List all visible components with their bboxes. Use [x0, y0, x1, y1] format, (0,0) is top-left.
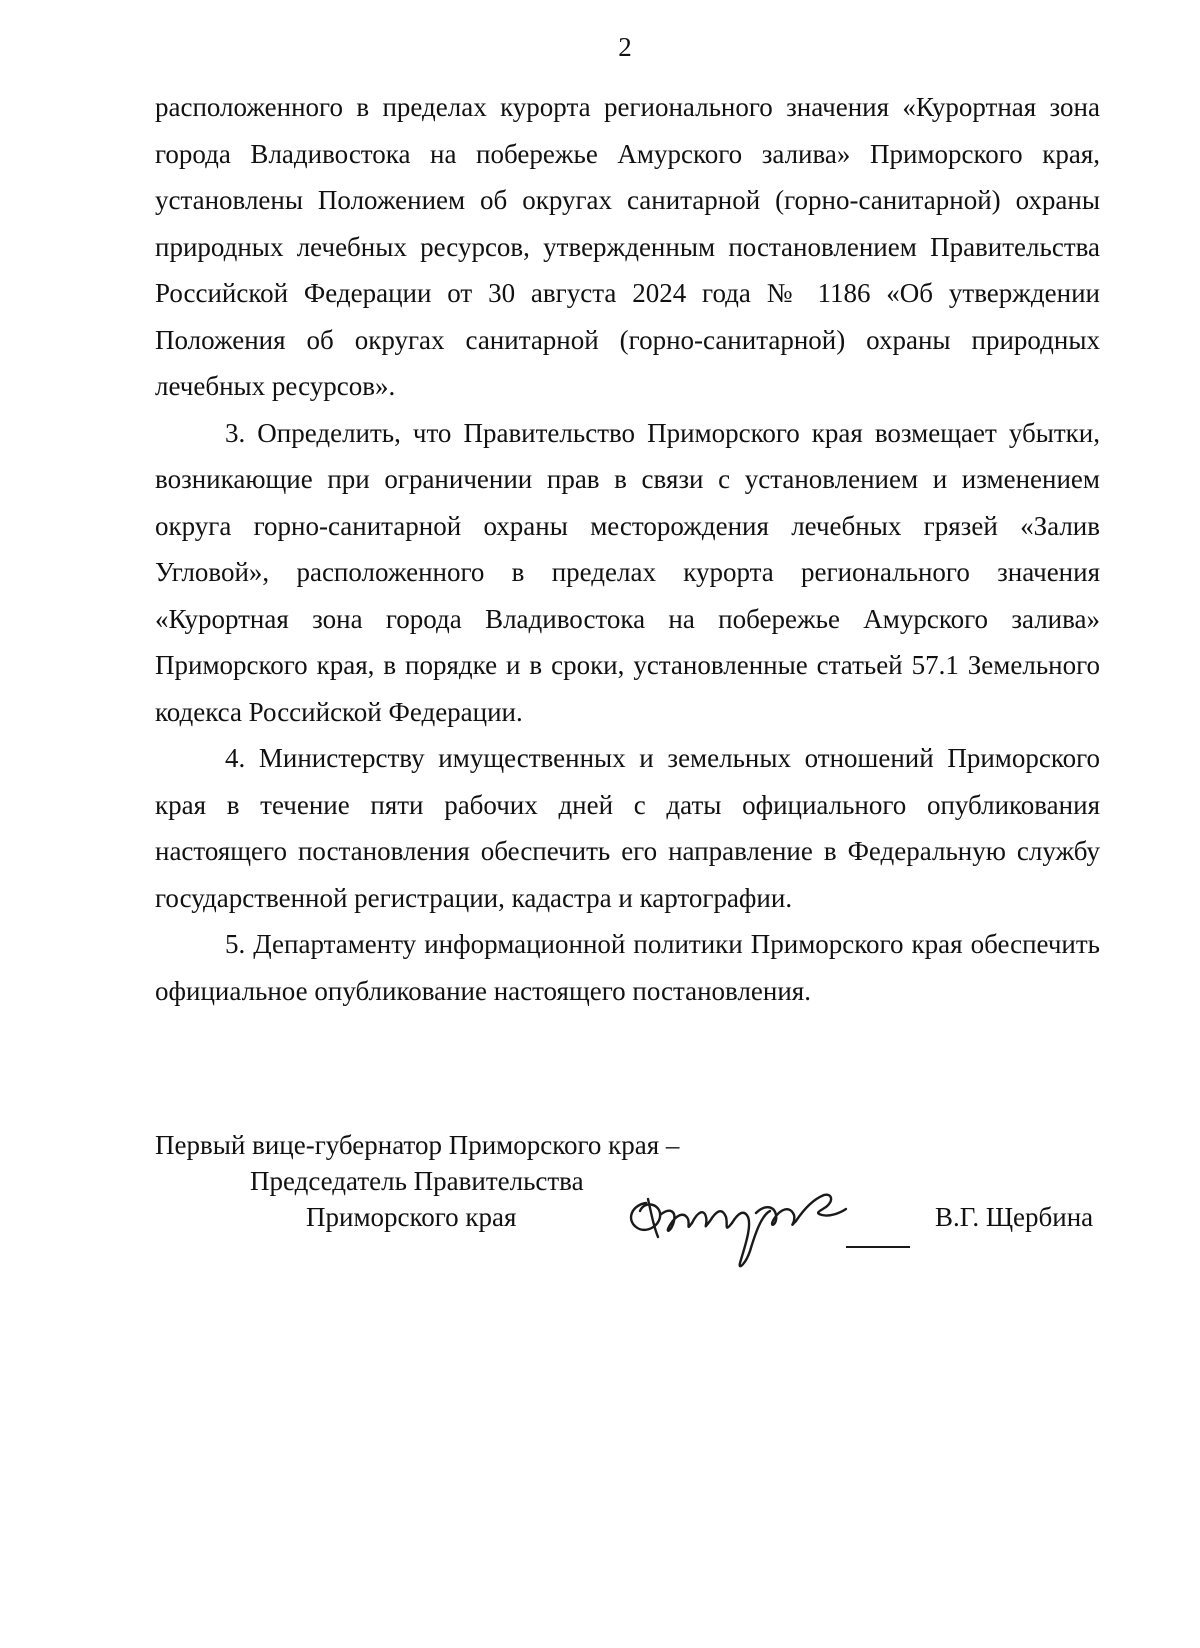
document-body: [155, 84, 1100, 1014]
paragraph-item-3: 3. Определить, что Правительство Приморского края возмещает убытки, возникающие при ограничении прав в связи с установлением и изменением округа горно-санитарной охраны месторождения лечебных грязей «Залив Угловой», расположенного в пределах курорта регионального значения «Курортная зона города Владивостока на побережье Амурского залива» Приморского края, в порядке и в сроки, установленные статьей 57.1 Земельного кодекса Российской Федерации.: [155, 417, 1100, 727]
signatory-position-line-1: Первый вице-губернатор Приморского края –: [155, 1130, 680, 1160]
signatory-position-line-2: Председатель Правительства: [250, 1166, 584, 1196]
paragraph-item-4: 4. Министерству имущественных и земельных отношений Приморского края в течение пяти рабочих дней с даты официального опубликования настоящего постановления обеспечить его направление в Федеральную службу государственной регистрации, кадастра и картографии.: [155, 743, 1100, 913]
signatory-name: В.Г. Щербина: [935, 1202, 1094, 1232]
page-number: 2: [618, 32, 632, 62]
paragraph-item-5: 5. Департаменту информационной политики Приморского края обеспечить официальное опубликование настоящего постановления.: [155, 929, 1100, 1006]
signatory-position-line-3: Приморского края: [306, 1202, 517, 1232]
paragraph-continuation: расположенного в пределах курорта регионального значения «Курортная зона города Владивостока на побережье Амурского залива» Приморского края, установлены Положением об округах санитарной (горно-санитарной) охраны природных лечебных ресурсов, утвержденным постановлением Правительства Российской Федерации от 30 августа 2024 года № 1186 «Об утверждении Положения об округах санитарной (горно-санитарной) охраны природных лечебных ресурсов».: [155, 92, 1100, 401]
handwritten-signature: [618, 1165, 928, 1275]
